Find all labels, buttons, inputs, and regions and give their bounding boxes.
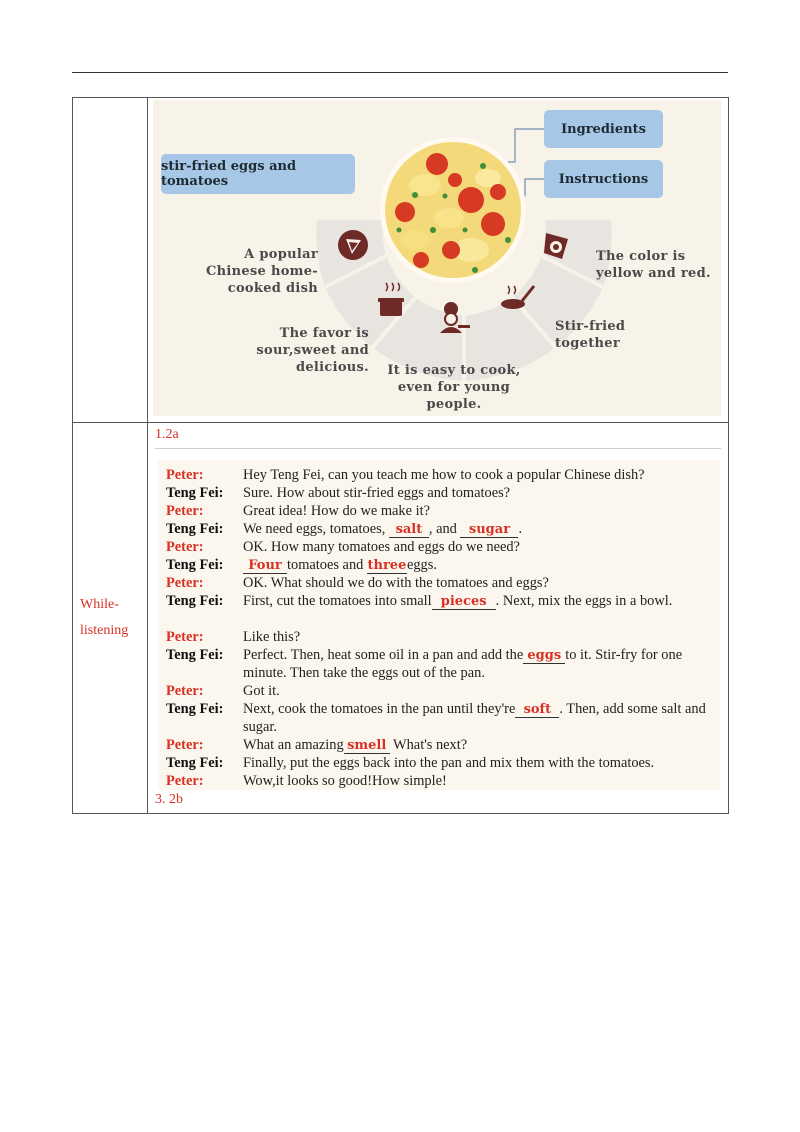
dialogue-text: Sure. How about stir-fried eggs and tomatoes? [243,485,511,501]
speaker-label: Peter: [166,773,204,789]
answer-blank: pieces [432,594,496,610]
connector-line-ingredients [508,129,544,162]
speaker-label: Teng Fei: [166,521,224,537]
dialogue-text: Four tomatoes and threeeggs. [243,556,719,574]
lesson-plan-table [72,97,729,814]
dish-name-label: stir-fried eggs and tomatoes [161,154,355,194]
page-header-rule [72,72,728,73]
dialogue-text: Next, cook the tomatoes in the pan until they're soft . Then, add some salt and sugar. [243,701,706,735]
speaker-label: Teng Fei: [166,557,224,573]
fact-easy-to-cook: It is easy to cook, even for young people. [387,363,521,412]
fact-color: The color is yellow and red. [596,249,711,281]
section-1-label: 1.2a [155,427,179,442]
dialogue-text: Like this? [243,629,301,645]
speaker-label: Teng Fei: [166,701,224,717]
speaker-label: Peter: [166,629,204,645]
table-row [73,423,729,814]
speaker-label: Peter: [166,503,204,519]
speaker-label: Teng Fei: [166,647,224,663]
speaker-label: Peter: [166,737,204,753]
dialogue-text: First, cut the tomatoes into small pieces . Next, mix the eggs in a bowl. [243,593,673,609]
speaker-label: Teng Fei: [166,755,224,771]
listening-activities-cell [148,423,729,814]
speaker-label: Peter: [166,575,204,591]
stage-label-text: While-listening [80,597,129,638]
dialogue-text: Great idea! How do we make it? [243,503,431,519]
speaker-label: Teng Fei: [166,485,224,501]
table-row [73,98,729,423]
cake-slice-icon [338,230,368,260]
ingredients-pill: Ingredients [544,110,663,148]
speaker-label: Teng Fei: [166,593,224,609]
answer-blank: soft [515,702,559,718]
answer-blank: Four [243,558,287,574]
dialogue-text: Got it. [243,683,280,699]
dialogue-text: OK. How many tomatoes and eggs do we need? [243,539,520,555]
speaker-label: Peter: [166,683,204,699]
fact-stir-fried: Stir-fried together [555,319,626,351]
dialogue-text: Hey Teng Fei, can you teach me how to cook a popular Chinese dish? [243,467,645,483]
dialogue-text: What an amazing smell What's next? [243,737,468,753]
dialogue-text: Wow,it looks so good!How simple! [243,773,447,789]
answer-blank: sugar [460,522,518,538]
dish-info-cell [148,98,729,423]
fact-flavor: The favor is sour,sweet and delicious. [256,326,369,375]
dish-info-graphic [153,100,721,416]
instructions-pill: Instructions [544,160,663,198]
fact-popular-dish: A popular Chinese home- cooked dish [205,247,318,296]
answer-blank: salt [389,522,429,538]
speaker-label: Peter: [166,467,204,483]
answer-blank: smell [344,738,390,754]
answer-blank: eggs [523,648,565,664]
stage-label [73,423,148,814]
dialogue-text: Finally, put the eggs back into the pan and mix them with the tomatoes. [243,755,655,771]
speaker-label: Peter: [166,539,204,555]
section-divider [155,448,721,449]
dialogue-text: OK. What should we do with the tomatoes and eggs? [243,575,549,591]
dialogue-text: Perfect. Then, heat some oil in a pan and add the eggs to it. Stir-fry for one minute. Then take the eggs out of the pan. [243,647,683,681]
empty-stage-cell [73,98,148,423]
dialogue-text: We need eggs, tomatoes, salt , and sugar . [243,521,523,537]
dialogue-panel [158,460,720,790]
answer-blank: three [367,558,407,573]
section-3-label: 3. 2b [155,792,183,807]
